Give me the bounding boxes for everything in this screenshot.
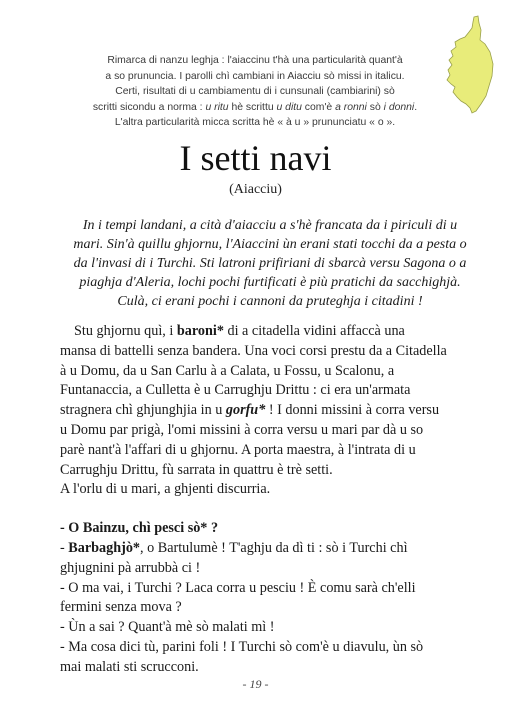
glossary-term: gorfu* — [225, 402, 266, 419]
intro-example: u ditu — [276, 101, 302, 113]
body-text: Stu ghjornu quì, i — [74, 323, 177, 339]
abstract-line: In i tempi landani, a cità d'aiacciu a s'hè francata da i piriculi di u — [82, 218, 458, 233]
intro-text: scritti sicondu a norma : — [92, 101, 206, 113]
body-text: - — [60, 539, 69, 556]
body-line — [60, 401, 490, 421]
page-number: - 19 - — [242, 677, 269, 691]
body-line: à u Domu, da u San Carlu à a Calata, u Fossu, u Scalonu, a — [60, 362, 395, 379]
intro-example: u ritu — [205, 101, 229, 113]
intro-line: a so prununcia. I parolli chì cambiani in Aiacciu sò missi in italicu. — [105, 70, 405, 82]
abstract — [60, 216, 480, 311]
body-text: , o Bartulumè ! T'aghju da dì ti : sò i Turchi chì — [140, 539, 408, 556]
page-subtitle: (Aiacciu) — [229, 182, 282, 197]
intro-line: Rimarca di nanzu leghja : l'aiaccinu t'hà una particularità quant'à — [107, 55, 403, 66]
abstract-line: da l'invasi di i Turchi. Sti latroni prifiriani di sbarcà versu Sagona o a — [73, 256, 467, 271]
dialogue-line: - O ma vai, i Turchi ? Laca corra u pesciu ! È comu sarà ch'elli — [60, 579, 416, 596]
body-line: u Domu par prigà, l'omi missini à corra versu u mari par dà u so — [60, 421, 424, 438]
intro-example: a ronni — [335, 101, 367, 113]
dialogue-line — [60, 519, 490, 539]
intro-text: hè scrittu — [228, 101, 277, 113]
intro-text: com'è — [301, 101, 336, 113]
intro-note — [60, 53, 450, 131]
dialogue-line: ghjugnini pà arrubbà ci ! — [60, 559, 201, 576]
intro-text: sò — [366, 101, 384, 113]
body-line: Funtanaccia, a Culletta è u Carrughju Drittu : ci era un'armata — [60, 382, 411, 399]
glossary-term: Barbaghjò* — [68, 539, 141, 556]
body-text: di a citadella vidini affaccà una — [223, 323, 405, 339]
body-line: A l'orlu di u mari, a ghjenti discurria. — [60, 481, 271, 498]
page-title: I setti navi — [179, 138, 332, 178]
intro-line: Certi, risultati di u cambiamentu di i cunsunali (cambiarini) sò — [115, 86, 395, 97]
intro-line — [60, 100, 450, 116]
body-line: Carrughju Drittu, fù sarrata in quattru è trè setti. — [60, 461, 333, 478]
intro-line: L'altra particularità micca scritta hè « à u » prununciatu « o ». — [114, 117, 396, 128]
body-text: stragnera chì ghjunghjia in u — [60, 402, 226, 419]
intro-example: i donni — [383, 101, 415, 113]
abstract-line: Culà, ci erani pochi i cannoni da pruteghja i citadini ! — [117, 294, 423, 309]
dialogue-line: mai malati sti scrucconi. — [60, 658, 199, 675]
glossary-term: baroni* — [176, 323, 224, 339]
dialogue-line — [60, 539, 490, 559]
dialogue-line: - Ùn a sai ? Quant'à mè sò malati mì ! — [60, 619, 275, 636]
body-line: mansa di battelli senza bandera. Una voci corsi prestu da a Citadella — [60, 342, 447, 359]
corsica-map-icon — [443, 14, 497, 114]
story-body — [60, 322, 490, 678]
dialogue-bold: - O Bainzu, chì pesci sò* ? — [60, 520, 219, 537]
abstract-line: mari. Sin'à quillu ghjornu, l'Aiaccini ùn erani stati tocchi da a pesta o — [73, 237, 467, 252]
body-line — [60, 322, 490, 342]
intro-text: . — [414, 101, 418, 113]
body-line: parè nant'à l'affari di u ghjornu. A porta maestra, à l'intrata di u — [60, 441, 416, 458]
body-text: ! I donni missini à corra versu — [265, 402, 440, 419]
dialogue-line: - Ma cosa dici tù, parini foli ! I Turchi sò com'è u diavulu, ùn sò — [60, 638, 424, 655]
abstract-line: piaghja d'Aleria, lochi pochi furtificati è più pratichi da sacchighjà. — [79, 275, 461, 290]
dialogue-line: fermini senza mova ? — [60, 599, 182, 616]
paragraph-gap — [60, 500, 490, 519]
